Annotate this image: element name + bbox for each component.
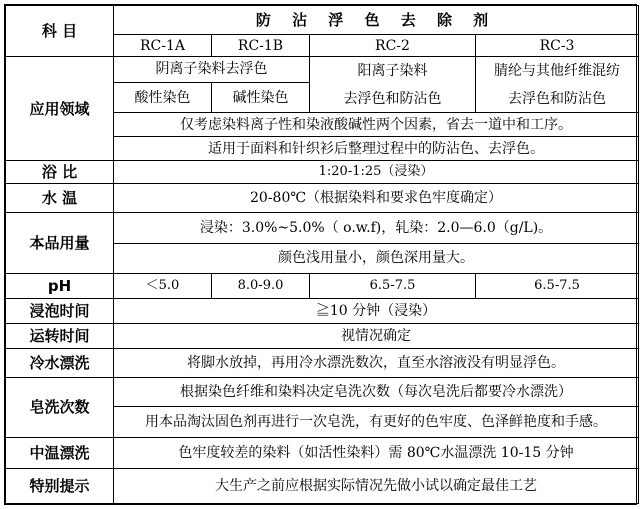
- soaping-line-1: 根据染色纤维和染料决定皂洗次数（每次皂洗后都要冷水漂洗）: [114, 378, 639, 407]
- cold-rinse-row: [6, 348, 639, 377]
- product-spec-table-frame: [4, 4, 637, 505]
- water-temp-row: [6, 183, 639, 212]
- ph-rc-1b: 8.0-9.0: [212, 273, 310, 298]
- soaping-label: 皂洗次数: [6, 378, 114, 438]
- dosage-line-2: 颜色浅用量小，颜色深用量大。: [114, 243, 639, 273]
- rc2-application-line2: 去浮色和防沾色: [343, 90, 442, 107]
- soak-time-value: ≧10 分钟（浸染）: [114, 298, 639, 323]
- application-note-2: 适用于面料和针织衫后整理过程中的防沾色、去浮色。: [114, 137, 639, 161]
- dosage-line-1: 浸染：3.0%~5.0%（ o.w.f)，轧染：2.0—6.0（g/L)。: [114, 213, 639, 243]
- run-time-label: 运转时间: [6, 323, 114, 348]
- soak-time-row: [6, 298, 639, 323]
- soaping-line-2: 用本品淘汰固色剂再进行一次皂洗，有更好的色牢度、色泽鲜艳度和手感。: [114, 407, 639, 437]
- product-spec-table: [5, 5, 639, 504]
- ph-rc-3: 6.5-7.5: [476, 273, 639, 298]
- ph-rc-1a: ＜5.0: [114, 273, 212, 298]
- title-row: [6, 6, 639, 35]
- bath-ratio-value: 1:20-1:25（浸染）: [114, 161, 639, 184]
- water-temp-value: 20-80℃（根据染料和要求色牢度确定）: [114, 183, 639, 212]
- application-note-1: 仅考虑染料离子性和染液酸碱性两个因素，省去一道中和工序。: [114, 113, 639, 137]
- model-rc-1a: RC-1A: [114, 35, 212, 57]
- ph-label: pH: [6, 273, 114, 298]
- subject-header: 科 目: [6, 6, 114, 57]
- special-tip-row: [6, 469, 639, 504]
- special-tip-label: 特别提示: [6, 469, 114, 504]
- bath-ratio-label: 浴 比: [6, 161, 114, 184]
- water-temp-label: 水 温: [6, 183, 114, 212]
- bath-ratio-row: [6, 161, 639, 184]
- rc3-application-cell: [476, 56, 639, 112]
- run-time-value: 视情况确定: [114, 323, 639, 348]
- cold-rinse-label: 冷水漂洗: [6, 348, 114, 377]
- rc3-application-line2: 去浮色和防沾色: [508, 90, 607, 107]
- rc3-application-line1: 腈纶与其他纤维混纺: [494, 62, 621, 79]
- warm-rinse-row: [6, 437, 639, 468]
- product-title: 防 沾 浮 色 去 除 剂: [114, 6, 639, 35]
- soak-time-label: 浸泡时间: [6, 298, 114, 323]
- ph-row: [6, 273, 639, 298]
- application-label: 应用领域: [6, 56, 114, 160]
- warm-rinse-value: 色牢度较差的染料（如活性染料）需 80℃水温漂洗 10-15 分钟: [114, 437, 639, 468]
- anionic-dye-cell: 阴离子染料去浮色: [114, 56, 310, 82]
- rc2-application-cell: [310, 56, 476, 112]
- soaping-row-1: [6, 378, 639, 407]
- dosage-row-1: [6, 213, 639, 243]
- rc2-application-line1: 阳离子染料: [357, 62, 428, 79]
- application-row-1: [6, 56, 639, 82]
- cold-rinse-value: 将脚水放掉，再用冷水漂洗数次，直至水溶液没有明显浮色。: [114, 348, 639, 377]
- dosage-label: 本品用量: [6, 213, 114, 274]
- model-rc-1b: RC-1B: [212, 35, 310, 57]
- rc1a-application-cell: 酸性染色: [114, 83, 212, 113]
- warm-rinse-label: 中温漂洗: [6, 437, 114, 468]
- rc1b-application-cell: 碱性染色: [212, 83, 310, 113]
- model-rc-3: RC-3: [476, 35, 639, 57]
- special-tip-value: 大生产之前应根据实际情况先做小试以确定最佳工艺: [114, 469, 639, 504]
- run-time-row: [6, 323, 639, 348]
- model-rc-2: RC-2: [310, 35, 476, 57]
- ph-rc-2: 6.5-7.5: [310, 273, 476, 298]
